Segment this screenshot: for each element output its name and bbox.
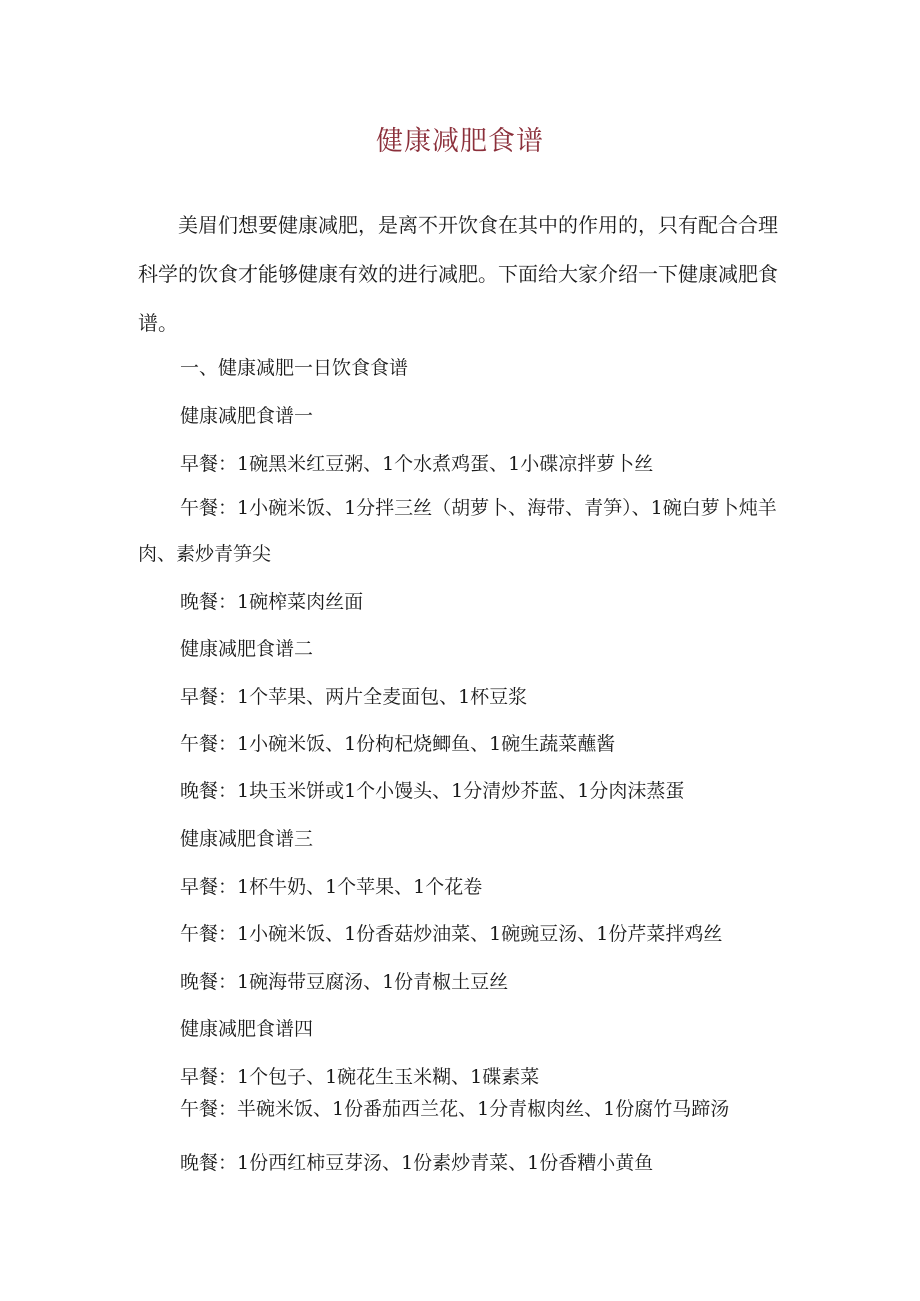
section-heading: 一、健康减肥一日饮食食谱	[180, 357, 409, 379]
menu4-lunch: 午餐：半碗米饭、1份番茄西兰花、1分青椒肉丝、1份腐竹马蹄汤	[180, 1098, 730, 1120]
menu1-heading: 健康减肥食谱一	[180, 405, 314, 427]
menu2-heading: 健康减肥食谱二	[180, 638, 314, 660]
menu4-dinner: 晚餐：1份西红柿豆芽汤、1份素炒青菜、1份香糟小黄鱼	[180, 1152, 654, 1174]
menu1-breakfast: 早餐：1碗黑米红豆粥、1个水煮鸡蛋、1小碟凉拌萝卜丝	[180, 453, 654, 475]
menu3-lunch: 午餐：1小碗米饭、1份香菇炒油菜、1碗豌豆汤、1份芹菜拌鸡丝	[180, 923, 723, 945]
menu1-lunch: 午餐：1小碗米饭、1分拌三丝（胡萝卜、海带、青笋）、1碗白萝卜炖羊肉、素炒青笋尖	[138, 497, 777, 565]
menu1-dinner: 晚餐：1碗榨菜肉丝面	[180, 591, 364, 613]
menu3-heading: 健康减肥食谱三	[180, 828, 314, 850]
menu2-breakfast: 早餐：1个苹果、两片全麦面包、1杯豆浆	[180, 686, 528, 708]
menu4-breakfast: 早餐：1个包子、1碗花生玉米糊、1碟素菜	[180, 1066, 540, 1088]
menu4-heading: 健康减肥食谱四	[180, 1018, 314, 1040]
intro-paragraph: 美眉们想要健康减肥，是离不开饮食在其中的作用的，只有配合合理科学的饮食才能够健康有效的进行减肥。下面给大家介绍一下健康减肥食谱。	[138, 213, 778, 335]
menu3-breakfast: 早餐：1杯牛奶、1个苹果、1个花卷	[180, 876, 483, 898]
page-title: 健康减肥食谱	[376, 126, 544, 157]
menu3-dinner: 晚餐：1碗海带豆腐汤、1份青椒土豆丝	[180, 971, 509, 993]
menu2-lunch: 午餐：1小碗米饭、1份枸杞烧鲫鱼、1碗生蔬菜蘸酱	[180, 733, 616, 755]
menu2-dinner: 晚餐：1块玉米饼或1个小馒头、1分清炒芥蓝、1分肉沫蒸蛋	[180, 780, 685, 802]
